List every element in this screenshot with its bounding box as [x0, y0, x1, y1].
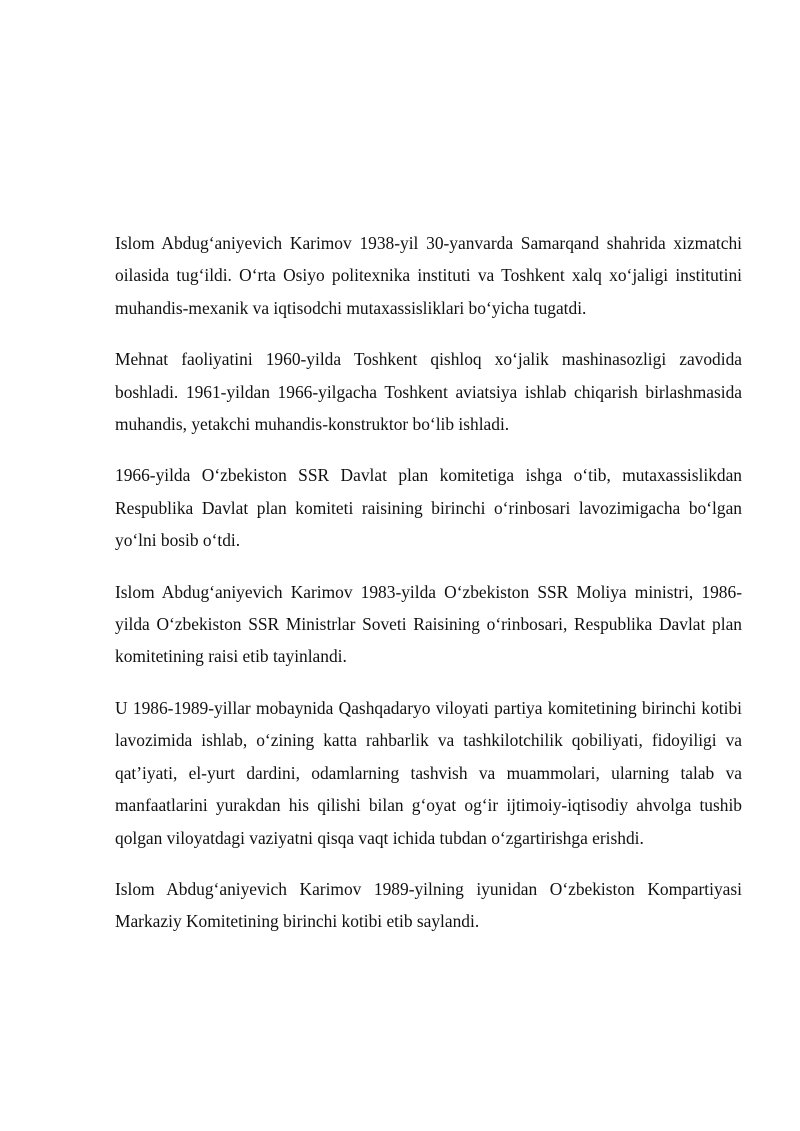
paragraph-3: 1966-yilda O‘zbekiston SSR Davlat plan komitetiga ishga o‘tib, mutaxassislikdan Respublika Davlat plan komiteti raisining birinchi o‘rinbosari lavozimigacha bo‘lgan yo‘lni bosib o‘tdi.	[115, 465, 742, 551]
paragraph-4: Islom Abdug‘aniyevich Karimov 1983-yilda O‘zbekiston SSR Moliya ministri, 1986-yilda O‘zbekiston SSR Ministrlar Soveti Raisining o‘rinbosari, Respublika Davlat plan komitetining raisi etib tayinlandi.	[115, 581, 742, 667]
document-body	[115, 227, 742, 957]
paragraph-2: Mehnat faoliyatini 1960-yilda Toshkent qishloq xo‘jalik mashinasozligi zavodida boshladi. 1961-yildan 1966-yilgacha Toshkent aviatsiya ishlab chiqarish birlashmasida muhandis, yetakchi muhandis-konstruktor bo‘lib ishladi.	[115, 349, 742, 435]
paragraph-1: Islom Abdug‘aniyevich Karimov 1938-yil 30-yanvarda Samarqand shahrida xizmatchi oilasida tug‘ildi. O‘rta Osiyo politexnika instituti va Toshkent xalq xo‘jaligi institutini muhandis-mexanik va iqtisodchi mutaxassisliklari bo‘yicha tugatdi.	[115, 233, 742, 318]
paragraph-5: U 1986-1989-yillar mobaynida Qashqadaryo viloyati partiya komitetining birinchi kotibi lavozimida ishlab, o‘zining katta rahbarlik va tashkilotchilik qobiliyati, fidoyiligi va qat’iyati, el-yurt dardini, odamlarning tashvish va muammolari, ularning talab va manfaatlarini yurakdan his qilishi bilan g‘oyat og‘ir ijtimoiy-iqtisodiy ahvolga tushib qolgan viloyatdagi vaziyatni qisqa vaqt ichida tubdan o‘zgartirishga erishdi.	[115, 697, 742, 848]
paragraph-6: Islom Abdug‘aniyevich Karimov 1989-yilning iyunidan O‘zbekiston Kompartiyasi Markaziy Komitetining birinchi kotibi etib saylandi.	[115, 878, 742, 932]
